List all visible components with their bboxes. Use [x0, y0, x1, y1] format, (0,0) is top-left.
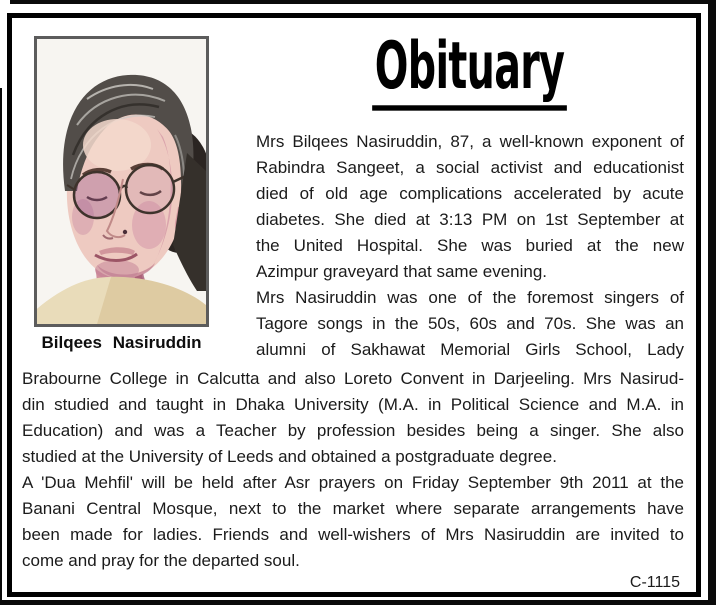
body-line: Azimpur graveyard that same evening.: [256, 262, 548, 281]
scan-edge-right: [708, 0, 716, 605]
portrait-photo: [34, 36, 209, 327]
body-line: Banani Central Mosque, next to the market where separate arrangements have: [22, 499, 684, 518]
body-line: Tagore songs in the 50s, 60s and 70s. She was an: [256, 314, 684, 333]
body-line: Rabindra Sangeet, a social activist and educationist: [256, 158, 684, 177]
obituary-title: Obituary: [373, 34, 568, 111]
body-line: come and pray for the departed soul.: [22, 551, 300, 570]
body-text-full-width: [22, 366, 684, 574]
portrait-image: [37, 39, 206, 324]
body-line: A 'Dua Mehfil' will be held after Asr prayers on Friday September 9th 2011 at the: [22, 473, 684, 492]
ad-code: C-1115: [629, 574, 680, 591]
body-line: Brabourne College in Calcutta and also Loreto Convent in Darjeeling. Mrs Nasirud-: [22, 369, 684, 388]
body-line: diabetes. She died at 3:13 PM on 1st September at: [256, 210, 684, 229]
photo-block: [22, 26, 256, 366]
body-line: died of old age complications accelerated by acute: [256, 184, 684, 203]
photo-caption: Bilqees Nasiruddin: [41, 333, 202, 352]
body-line: the United Hospital. She was buried at the new: [256, 236, 684, 255]
body-line: Mrs Bilqees Nasiruddin, 87, a well-known exponent of: [256, 132, 684, 151]
body-line: Mrs Nasiruddin was one of the foremost singers of: [256, 288, 684, 307]
body-line: alumni of Sakhawat Memorial Girls School, Lady: [256, 340, 684, 359]
body-line: Education) and was a Teacher by profession besides being a singer. She also: [22, 421, 684, 440]
scan-edge-top: [10, 0, 716, 4]
body-line: studied at the University of Leeds and obtained a postgraduate degree.: [22, 447, 557, 466]
body-line: din studied and taught in Dhaka University (M.A. in Political Science and M.A. in: [22, 395, 684, 414]
body-line: been made for ladies. Friends and well-wishers of Mrs Nasiruddin are invited to: [22, 525, 684, 544]
scan-edge-left: [0, 88, 2, 605]
obituary-notice-box: [7, 13, 701, 597]
scan-edge-bottom: [0, 600, 716, 605]
